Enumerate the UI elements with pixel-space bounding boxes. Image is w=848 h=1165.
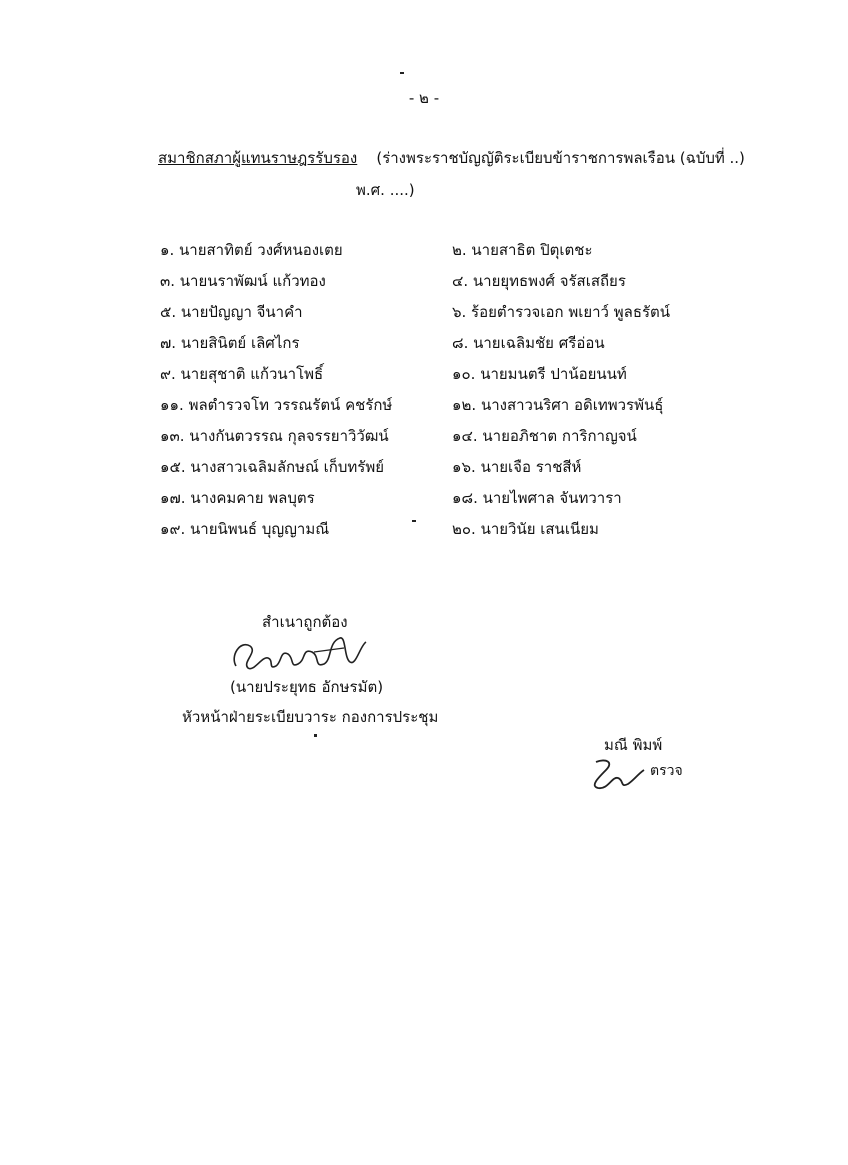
member-entry: ๘. นายเฉลิมชัย ศรีอ่อน [452,334,605,352]
member-entry: ๕. นายปัญญา จีนาคำ [160,303,303,321]
members-list-right [452,238,670,548]
bill-title-continued: พ.ศ. ....) [356,181,415,199]
member-entry: ๔. นายยุทธพงศ์ จรัสเสถียร [452,272,626,290]
bill-title: (ร่างพระราชบัญญัติระเบียบข้าราชการพลเรือน (ฉบับที่ ..) [376,149,745,167]
member-entry: ๒๐. นายวินัย เสนเนียม [452,520,599,538]
member-entry: ๑๒. นางสาวนริศา อดิเทพวรพันธุ์ [452,396,664,414]
member-entry: ๒. นายสาธิต ปิตุเตชะ [452,241,593,259]
page-number: - ๒ - [408,89,440,107]
typist-name: มณี พิมพ์ [604,736,663,754]
certifier-title: หัวหน้าฝ่ายระเบียบวาระ กองการประชุม [182,708,439,726]
stray-mark [314,734,317,737]
member-entry: ๙. นายสุชาติ แก้วนาโพธิ์ [160,365,324,383]
certifier-name: (นายประยุทธ อักษรมัต) [230,678,384,696]
member-entry: ๑๕. นางสาวเฉลิมลักษณ์ เก็บทรัพย์ [160,458,385,476]
member-entry: ๖. ร้อยตำรวจเอก พเยาว์ พูลธรัตน์ [452,303,671,321]
members-list-left [160,238,392,548]
member-entry: ๑. นายสาทิตย์ วงศ์หนองเตย [160,241,343,259]
member-entry: ๑๗. นางคมคาย พลบุตร [160,489,315,507]
checker-signature [586,752,650,792]
checked-label: ตรวจ [650,763,683,779]
member-entry: ๑๑. พลตำรวจโท วรรณรัตน์ คชรักษ์ [160,396,393,414]
member-entry: ๑๙. นายนิพนธ์ บุญญามณี [160,520,330,538]
member-entry: ๑๐. นายมนตรี ปาน้อยนนท์ [452,365,627,383]
stray-mark [412,520,416,522]
member-entry: ๑๘. นายไพศาล จันทวารา [452,489,622,507]
certifier-signature [228,628,378,676]
member-entry: ๑๓. นางกันตวรรณ กุลจรรยาวิวัฒน์ [160,427,389,445]
stray-mark [400,72,404,74]
members-certify-heading: สมาชิกสภาผู้แทนราษฎรรับรอง [158,149,358,167]
member-entry: ๗. นายสินิตย์ เลิศไกร [160,334,300,352]
member-entry: ๑๖. นายเจือ ราชสีห์ [452,458,582,476]
member-entry: ๓. นายนราพัฒน์ แก้วทอง [160,272,326,290]
member-entry: ๑๔. นายอภิชาต การิกาญจน์ [452,427,637,445]
certified-copy-label: สำเนาถูกต้อง [262,613,348,631]
header-line [158,146,745,170]
